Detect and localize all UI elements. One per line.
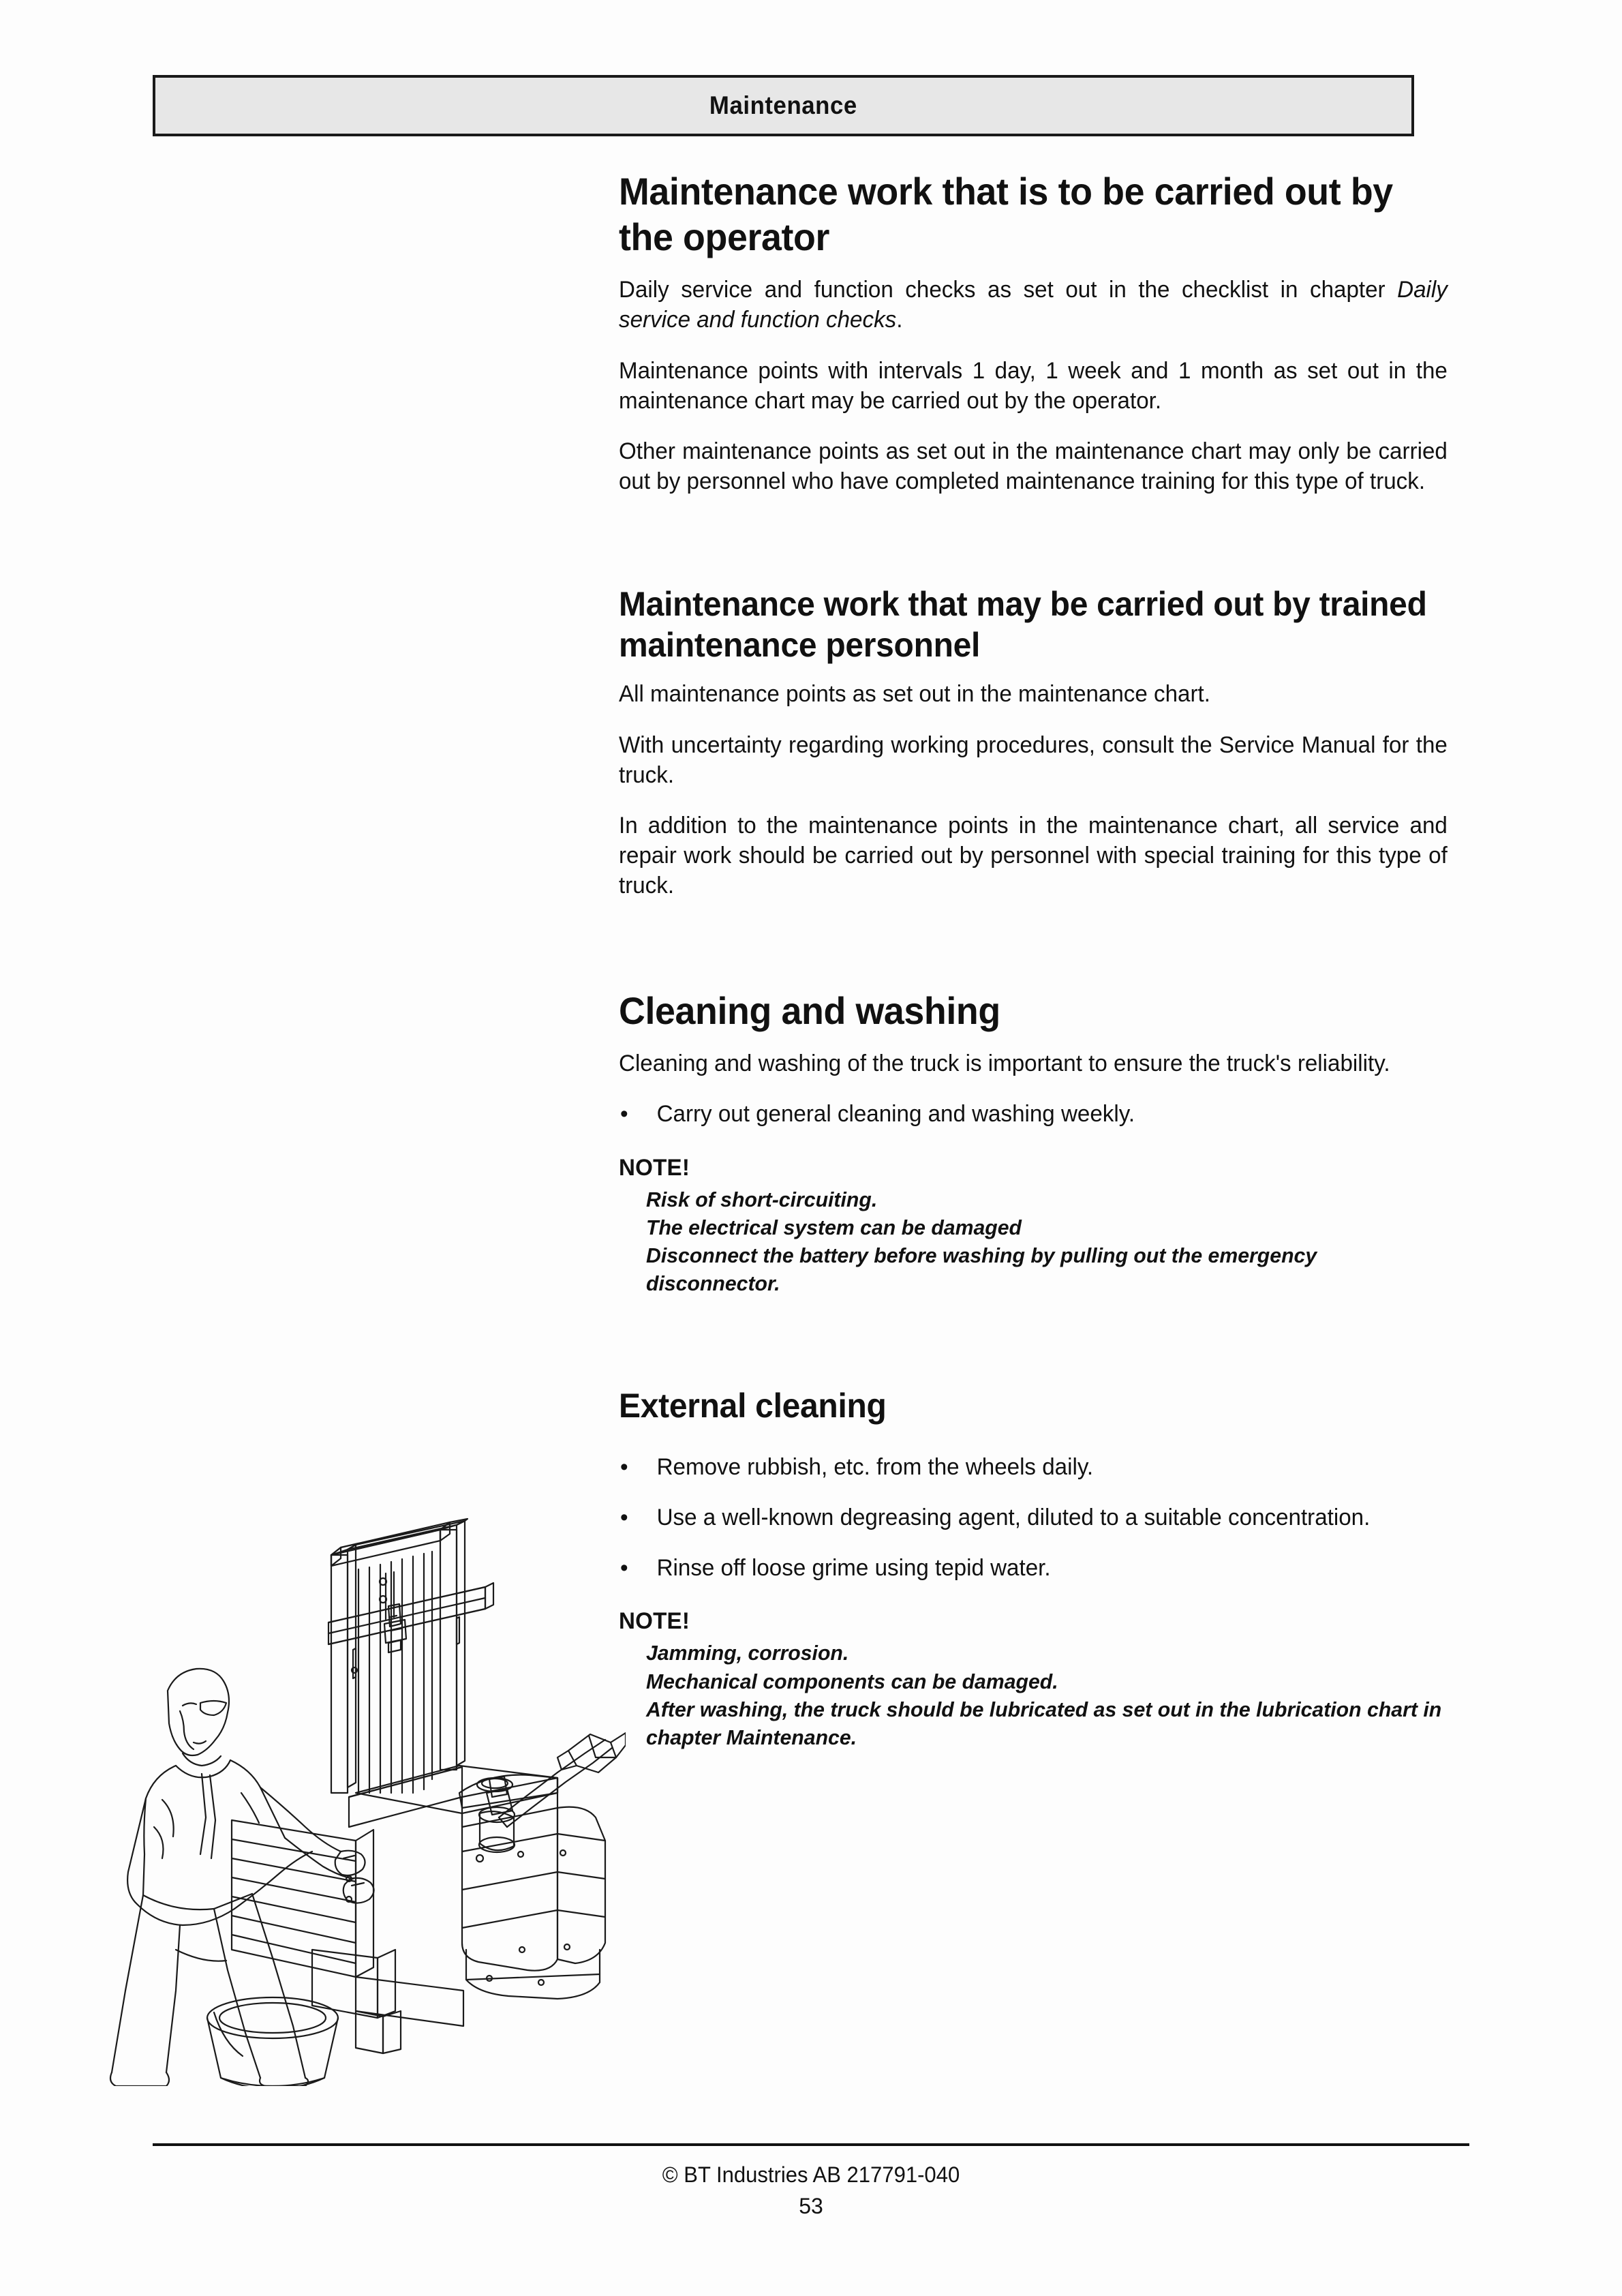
- list-item: [619, 1099, 1448, 1129]
- bullet-icon: •: [619, 1504, 628, 1530]
- paragraph-maintenance-intervals: Maintenance points with intervals 1 day, 1 week and 1 month as set out in the maintenance chart may be carried out by the operator.: [619, 357, 1448, 414]
- note-block-external-cleaning: [619, 1606, 1469, 1751]
- page-header-band: [153, 75, 1414, 136]
- paragraph-daily-service-post: .: [896, 307, 903, 333]
- page-header-title: Maintenance: [709, 91, 857, 119]
- paragraph-daily-service-italic: Daily service and function checks: [619, 277, 1448, 333]
- note-lines-cleaning: [619, 1185, 1469, 1298]
- paragraph-cleaning-intro: Cleaning and washing of the truck is important to ensure the truck's reliability.: [619, 1051, 1390, 1077]
- footer-copyright: © BT Industries AB 217791-040: [662, 2162, 960, 2187]
- stacker-truck-cleaning-illustration: [80, 1472, 626, 2086]
- paragraph-service-repair-work: In addition to the maintenance points in the maintenance chart, all service and repair work should be carried out by personnel with special training for this type of truck.: [619, 812, 1448, 899]
- paragraph-daily-service-pre: Daily service and function checks as set out in the checklist in chapter: [619, 277, 1398, 303]
- list-item-label: Rinse off loose grime using tepid water.: [656, 1554, 1051, 1581]
- paragraph-all-maintenance-points: All maintenance points as set out in the maintenance chart.: [619, 681, 1210, 708]
- bullet-list-cleaning: [619, 1099, 1469, 1129]
- heading-cleaning-and-washing: Cleaning and washing: [619, 988, 1000, 1032]
- section-spacer-3: [619, 1298, 1469, 1385]
- paragraph-uncertainty-service-manual: With uncertainty regarding working procedures, consult the Service Manual for the truck.: [619, 731, 1448, 788]
- list-item: [619, 1553, 1448, 1583]
- note-line: Risk of short-circuiting.: [646, 1187, 878, 1211]
- list-item: [619, 1452, 1448, 1482]
- note-block-cleaning: [619, 1153, 1469, 1298]
- note-label: NOTE!: [619, 1154, 690, 1181]
- heading-external-cleaning: External cleaning: [619, 1386, 887, 1425]
- note-line: Mechanical components can be damaged.: [646, 1669, 1058, 1693]
- note-line: Disconnect the battery before washing by pulling out the emergency disconnector.: [646, 1243, 1317, 1296]
- bullet-icon: •: [619, 1101, 628, 1128]
- bullet-icon: •: [619, 1554, 628, 1581]
- list-item-label: Carry out general cleaning and washing weekly.: [656, 1101, 1135, 1128]
- list-item-label: Remove rubbish, etc. from the wheels daily.: [656, 1453, 1094, 1480]
- mast-group: [328, 1519, 493, 1793]
- heading-operator-maintenance: Maintenance work that is to be carried out by the operator: [619, 170, 1393, 258]
- main-text-column: [619, 169, 1469, 1751]
- section-spacer-2: [619, 901, 1469, 988]
- note-label: NOTE!: [619, 1608, 690, 1635]
- bullet-list-external-cleaning: [619, 1452, 1469, 1584]
- heading-spacer-external: [619, 1440, 1469, 1452]
- bucket: [207, 1997, 338, 2086]
- note-lines-external: [619, 1639, 1469, 1751]
- paragraph-daily-service: [619, 275, 1448, 335]
- note-line: After washing, the truck should be lubricated as set out in the lubrication chart in chapter Maintenance.: [646, 1697, 1442, 1749]
- footer-divider: [153, 2143, 1469, 2146]
- note-line: The electrical system can be damaged: [646, 1215, 1022, 1239]
- list-item-label: Use a well-known degreasing agent, diluted to a suitable concentration.: [656, 1504, 1371, 1530]
- bullet-icon: •: [619, 1453, 628, 1480]
- list-item: [619, 1502, 1448, 1532]
- heading-trained-personnel: Maintenance work that may be carried out by trained maintenance personnel: [619, 585, 1427, 665]
- paragraph-other-points: Other maintenance points as set out in the maintenance chart may only be carried out by personnel who have completed maintenance training for this type of truck.: [619, 438, 1448, 495]
- section-spacer-1: [619, 496, 1469, 584]
- note-spacer-1: [619, 1130, 1469, 1153]
- footer-page-number: 53: [799, 2194, 823, 2218]
- note-line: Jamming, corrosion.: [646, 1641, 849, 1665]
- note-spacer-2: [619, 1583, 1469, 1606]
